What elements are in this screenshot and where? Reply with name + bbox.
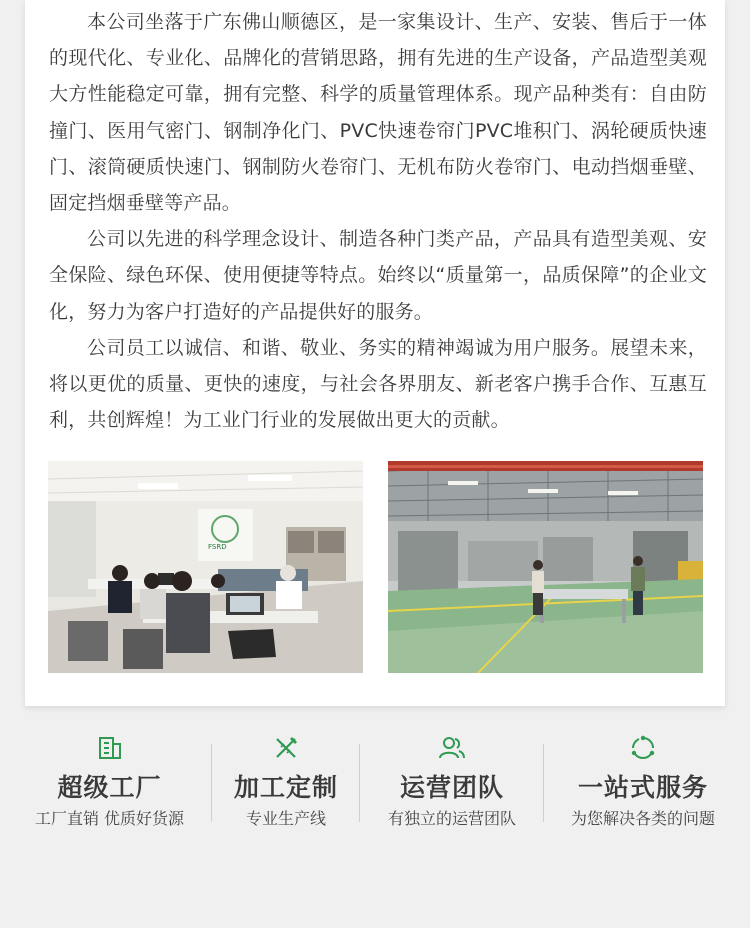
feature-title: 一站式服务 [577,773,708,802]
feature-operation-team [362,726,542,836]
feature-custom-processing [214,726,358,836]
feature-subtitle: 工厂直销 优质好货源 [34,809,185,828]
feature-divider [359,744,360,822]
feature-title: 运营团队 [399,773,504,802]
intro-paragraph: 本公司坐落于广东佛山顺德区，是一家集设计、生产、安装、售后于一体的现代化、专业化、品牌化的营销思路，拥有先进的生产设备，产品造型美观大方性能稳定可靠，拥有完整、科学的质量管理体系。现产品种类有：自由防撞门、医用气密门、钢制净化门、PVC快速卷帘门PVC堆积门、涡轮硬质快速门、滚筒硬质快速门、钢制防火卷帘门、无机布防火卷帘门、电动挡烟垂壁、固定挡烟垂壁等产品。 [49,11,707,215]
intro-paragraph: 公司以先进的科学理念设计、制造各种门类产品，产品具有造型美观、安全保险、绿色环保、使用便捷等特点。始终以“质量第一，品质保障”的企业文化，努力为客户打造好的产品提供好的服务。 [49,228,707,323]
feature-subtitle: 专业生产线 [245,809,326,828]
team-icon [438,734,466,762]
feature-subtitle: 为您解决各类的问题 [570,809,715,828]
ruler-pencil-icon [272,734,300,762]
office-photo [48,461,363,673]
feature-title: 加工定制 [233,773,338,802]
feature-divider [211,744,212,822]
svg-text:FSRD: FSRD [208,543,227,551]
service-cycle-icon [629,734,657,762]
factory-photo [388,461,703,673]
building-icon [96,734,124,762]
feature-title: 超级工厂 [57,773,162,802]
feature-subtitle: 有独立的运营团队 [387,809,516,828]
feature-divider [543,744,544,822]
feature-super-factory [12,726,207,836]
company-intro [49,4,707,438]
intro-paragraph: 公司员工以诚信、和谐、敬业、务实的精神竭诚为用户服务。展望未来，将以更优的质量、更快的速度，与社会各界朋友、新老客户携手合作、互惠互利，共创辉煌！为工业门行业的发展做出更大的贡献。 [49,336,707,432]
feature-one-stop-service [546,726,740,836]
feature-strip [0,726,750,836]
